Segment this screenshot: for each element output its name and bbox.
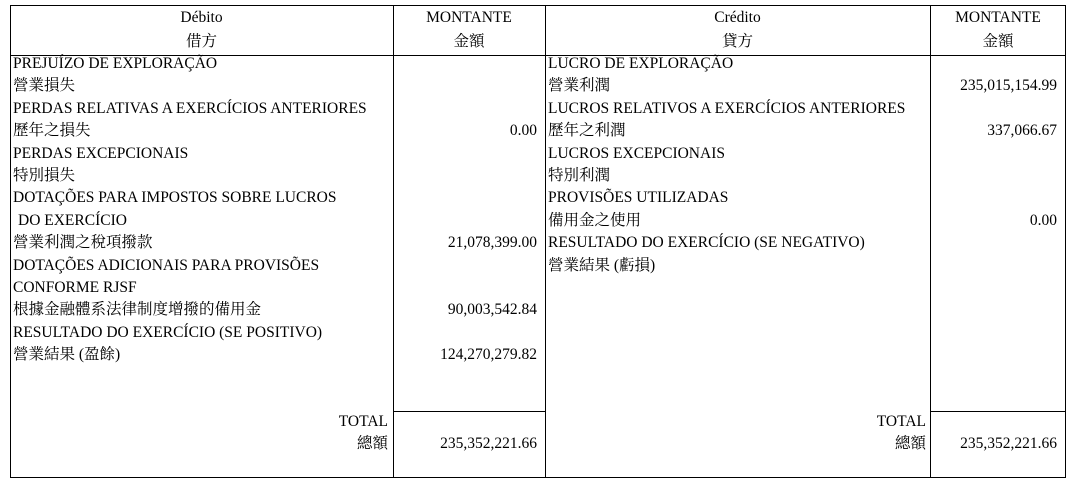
credit-row [545, 120, 1066, 142]
debit-row-label: PREJUÍZO DE EXPLORAÇÃO [13, 55, 218, 72]
debit-row-label: 特別損失 [13, 167, 76, 184]
credit-row-label: 歷年之利潤 [548, 122, 626, 139]
debit-row [10, 143, 545, 165]
credit-row [545, 210, 1066, 232]
header-debit-amount-zh: 金額 [453, 33, 485, 50]
credit-total-label: TOTAL [876, 413, 926, 430]
debit-row-label: CONFORME RJSF [13, 279, 137, 296]
debit-row-label: DOTAÇÕES ADICIONAIS PARA PROVISÕES [13, 257, 320, 274]
debit-row [10, 255, 545, 277]
debit-row-label: RESULTADO DO EXERCÍCIO (SE POSITIVO) [13, 324, 323, 341]
debit-row-amount: 124,270,279.82 [440, 346, 537, 363]
debit-row [10, 299, 545, 321]
credit-row-label: RESULTADO DO EXERCÍCIO (SE NEGATIVO) [548, 234, 865, 251]
credit-row-label: 備用金之使用 [548, 212, 642, 229]
credit-row-label: LUCROS RELATIVOS A EXERCÍCIOS ANTERIORES [548, 100, 906, 117]
header-credit-zh: 貸方 [721, 33, 753, 50]
credit-row-label: LUCROS EXCEPCIONAIS [548, 145, 725, 162]
debit-row [10, 344, 545, 366]
credit-total-amount: 235,352,221.66 [960, 435, 1057, 452]
debit-row-label: 根據金融體系法律制度增撥的備用金 [13, 301, 262, 318]
debit-row-label: 營業結果 (盈餘) [13, 346, 121, 363]
debit-row [10, 322, 545, 344]
credit-row-amount: 235,015,154.99 [960, 77, 1057, 94]
credit-row [545, 232, 1066, 254]
debit-total-rule [393, 411, 545, 412]
header-credit: Crédito [714, 9, 761, 26]
header-debit-zh: 借方 [185, 33, 217, 50]
credit-row-label: LUCRO DE EXPLORAÇÃO [548, 55, 734, 72]
debit-row-amount: 0.00 [509, 122, 537, 139]
debit-row [10, 165, 545, 187]
debit-row [10, 75, 545, 97]
debit-row [10, 53, 545, 75]
debit-row [10, 98, 545, 120]
header-credit-amount-zh: 金額 [982, 33, 1014, 50]
debit-row [10, 210, 545, 232]
credit-row [545, 53, 1066, 75]
credit-row-amount: 0.00 [1029, 212, 1057, 229]
debit-row-label: 歷年之損失 [13, 122, 91, 139]
credit-row [545, 187, 1066, 209]
credit-total-label-zh: 總額 [894, 435, 926, 452]
debit-row [10, 232, 545, 254]
credit-row-label: PROVISÕES UTILIZADAS [548, 189, 729, 206]
debit-row [10, 277, 545, 299]
debit-row-label: DOTAÇÕES PARA IMPOSTOS SOBRE LUCROS [13, 189, 337, 206]
debit-row-amount: 21,078,399.00 [447, 234, 537, 251]
credit-row-amount: 337,066.67 [987, 122, 1057, 139]
credit-row-label: 特別利潤 [548, 167, 611, 184]
debit-row-label: PERDAS RELATIVAS A EXERCÍCIOS ANTERIORES [13, 100, 367, 117]
debit-row-label: PERDAS EXCEPCIONAIS [13, 145, 189, 162]
debit-row [10, 187, 545, 209]
credit-row [545, 75, 1066, 97]
credit-row [545, 165, 1066, 187]
debit-row-amount: 90,003,542.84 [447, 301, 537, 318]
credit-row [545, 143, 1066, 165]
debit-total-amount: 235,352,221.66 [440, 435, 537, 452]
header-debit: Débito [180, 9, 223, 26]
credit-row [545, 255, 1066, 277]
debit-row-label: 營業利潤之稅項撥款 [13, 234, 153, 251]
debit-row [10, 120, 545, 142]
credit-row-label: 營業利潤 [548, 77, 611, 94]
header-debit-amount: MONTANTE [426, 9, 512, 26]
credit-row [545, 98, 1066, 120]
debit-row-label: 營業損失 [13, 77, 76, 94]
debit-total-label: TOTAL [338, 413, 388, 430]
debit-total-label-zh: 總額 [356, 435, 388, 452]
credit-row-label: 營業結果 (虧損) [548, 257, 656, 274]
header-credit-amount: MONTANTE [955, 9, 1041, 26]
debit-row-label: DO EXERCÍCIO [18, 212, 127, 229]
credit-total-rule [930, 411, 1066, 412]
